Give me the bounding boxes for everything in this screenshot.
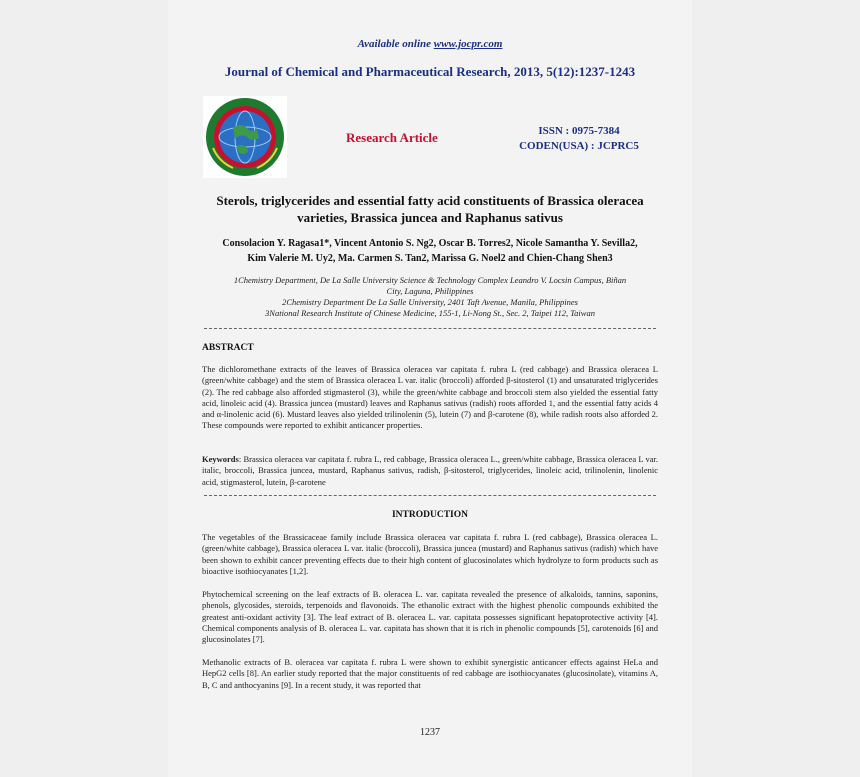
journal-seal-logo-icon	[203, 96, 287, 178]
authors-line-2: Kim Valerie M. Uy2, Ma. Carmen S. Tan2, Marissa G. Noel2 and Chien-Chang Shen3	[247, 253, 613, 264]
paper-title-line-1: Sterols, triglycerides and essential fatty acid constituents of Brassica oleracea	[216, 193, 644, 208]
abstract-text: The dichloromethane extracts of the leaves of Brassica oleracea var capitata f. rubra L (red cabbage) and Brassica oleracea L (green/white cabbage) and the stem of Brassica oleracea L var. italic (broccoli) afforded β-sitosterol (1) and unsaturated triglycerides (2). The red cabbage also afforded stigmasterol (3), while the green/white cabbage and broccoli stem also yielded the essential fatty acid, linoleic acid (4). Brassica juncea (mustard) leaves and Raphanus sativus (radish) roots afforded 1, and the essential fatty acids 4 and α-linolenic acid (6). Mustard leaves also yielded trilinolenin (5), lutein (7) and β-carotene (8), while radish roots also afforded 2. These compounds were reported to exhibit anticancer properties.	[202, 364, 658, 431]
issn-block	[514, 124, 644, 154]
authors-line-1: Consolacion Y. Ragasa1*, Vincent Antonio S. Ng2, Oscar B. Torres2, Nicole Samantha Y. Sevilla2,	[222, 238, 638, 249]
coden-text: CODEN(USA) : JCPRC5	[519, 140, 639, 152]
intro-paragraph-1: The vegetables of the Brassicaceae family include Brassica oleracea var capitata f. rubra L (red cabbage), Brassica oleracea L. (green/white cabbage), Brassica oleracea L var. italic (broccoli), Brassica juncea (mustard) and Raphanus sativus (radish) which have been shown to exhibit cancer preventing effects due to their high content of glucosinolates which hydrolyze to form products such as bioactive isothiocyanates [1,2].	[202, 532, 658, 576]
keywords-list: : Brassica oleracea var capitata f. rubra L, red cabbage, Brassica oleracea L., green/white cabbage, Brassica oleracea L var. italic, broccoli, Brassica juncea, mustard, Raphanus sativus, radish, β-sitosterol, triglycerides, linoleic acid, trilinolenin, linolenic acid, stigmasterol, lutein, β-carotene	[202, 454, 658, 487]
journal-url-link[interactable]: www.jocpr.com	[433, 38, 503, 50]
available-online-line	[0, 38, 860, 50]
page-number: 1237	[420, 727, 440, 738]
paper-title-line-2: varieties, Brassica juncea and Raphanus sativus	[297, 210, 563, 225]
divider-bottom	[204, 495, 656, 496]
affiliations	[0, 275, 860, 319]
keywords-label: Keywords	[202, 454, 239, 464]
paper-title	[0, 192, 860, 226]
affiliation-1-cont: City, Laguna, Philippines	[386, 286, 474, 296]
keywords-paragraph	[202, 454, 658, 488]
abstract-heading: ABSTRACT	[202, 343, 254, 353]
affiliation-1: 1Chemistry Department, De La Salle University Science & Technology Complex Leandro V. Locsin Campus, Biñan	[233, 275, 627, 285]
author-list	[0, 236, 860, 266]
available-prefix: Available online	[357, 38, 432, 50]
divider-top	[204, 328, 656, 329]
intro-paragraph-2: Phytochemical screening on the leaf extracts of B. oleracea L. var. capitata revealed the presence of alkaloids, tannins, saponins, phenols, glycosides, steroids, terpenoids and flavonoids. The ethanolic extract with the highest phenolic compounds exhibited the greatest anti-oxidant activity [3]. The leaf extract of B. oleracea L. var. capitata possesses significant hepatoprotective activity [4]. Chemical components analysis of B. oleracea L. var. capitata has shown that it is rich in phenolic compounds [5], carotenoids [6] and glucosinolates [7].	[202, 589, 658, 645]
intro-paragraph-3: Methanolic extracts of B. oleracea var capitata f. rubra L were shown to exhibit synergistic anticancer effects against HeLa and HepG2 cells [8]. An earlier study reported that the major constituents of red cabbage are isothiocyanates (glucosinolate), vitamins A, B, C and anthocyanins [9]. In a recent study, it was reported that	[202, 657, 658, 690]
affiliation-3: 3National Research Institute of Chinese Medicine, 155-1, Li-Nong St., Sec. 2, Taipei 112, Taiwan	[265, 308, 595, 318]
introduction-heading: INTRODUCTION	[391, 510, 468, 520]
issn-text: ISSN : 0975-7384	[538, 125, 620, 137]
affiliation-2: 2Chemistry Department De La Salle University, 2401 Taft Avenue, Manila, Philippines	[282, 297, 578, 307]
article-type-label: Research Article	[346, 130, 438, 145]
journal-citation: Journal of Chemical and Pharmaceutical Research, 2013, 5(12):1237-1243	[224, 64, 636, 79]
